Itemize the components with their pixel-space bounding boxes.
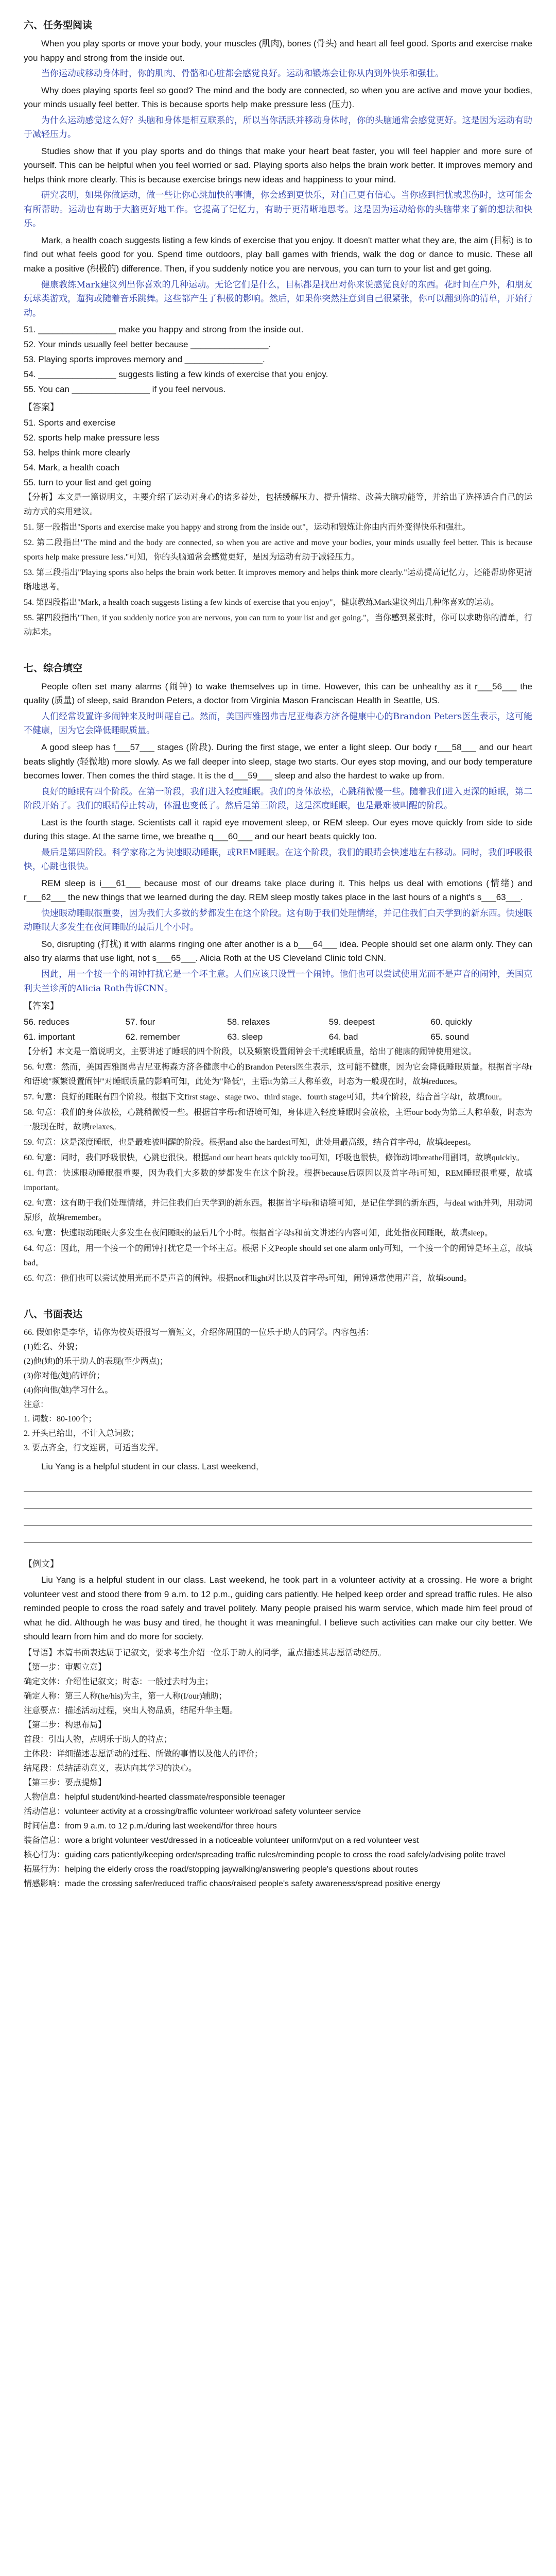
answer-blank-line[interactable] — [24, 1476, 532, 1492]
section-6-answers — [24, 416, 532, 490]
analysis-paragraph: 53. 第三段指出"Playing sports also helps the brain work better. It improves memory and helps think more clearly."运动提高记忆力，还能帮助你更清晰地思考。 — [24, 568, 532, 591]
writing-steps — [24, 1646, 532, 1790]
passage-paragraph-zh: 人们经常设置许多闹钟来及时叫醒自己。然而，美国西雅图弗吉尼亚梅森方济各健康中心的Brandon Peters医生表示，这可能不健康，因为它会降低睡眠质量。 — [24, 711, 532, 736]
analysis-paragraph: 63. 句意：快速眼动睡眠大多发生在夜间睡眠的最后几个小时。根据首字母s和前文讲述的内容可知，此处指夜间睡眠，故填sleep。 — [24, 1228, 493, 1238]
passage-paragraph-en: Studies show that if you play sports and do things that make your heart beat faster, you will feel happier and more sure of yourself. This can be helpful when you feel worried or sad. Playing sports also helps the brain work better. It improves memory and helps think more clearly. This is because exercise brings new ideas and happiness to your mind. — [24, 146, 532, 184]
step-line: 【导语】本篇书面表达属于记叙文，要求考生介绍一位乐于助人的同学，重点描述其志愿活动经历。 — [24, 1648, 387, 1657]
section-7-analysis — [24, 1045, 532, 1286]
answer-label: 【答案】 — [24, 402, 59, 413]
analysis-paragraph: 54. 第四段指出"Mark, a health coach suggests listing a few kinds of exercise that you enjoy"，健康教练Mark建议列出几种你喜欢的运动。 — [24, 598, 499, 607]
analysis-paragraph: 【分析】本文是一篇说明文，主要介绍了运动对身心的诸多益处，包括缓解压力、提升情绪、改善大脑功能等，并给出了选择适合自己的运动方式的实用建议。 — [24, 493, 532, 516]
phrase-line: 时间信息：from 9 a.m. to 12 p.m./during last weekend/for three hours — [24, 1821, 277, 1831]
section-7-answer-grid — [24, 1015, 532, 1045]
prompt-line: (3)你对他(她)的评价； — [24, 1371, 105, 1380]
answer-word: 62. remember — [125, 1031, 180, 1042]
analysis-paragraph: 64. 句意：因此，用一个接一个的闹钟打扰它是一个坏主意。根据下文People should set one alarm only可知，一个接一个的闹钟是坏主意，故填bad。 — [24, 1244, 532, 1267]
answer-item: 54. Mark, a health coach — [24, 463, 120, 473]
phrase-line: 拓展行为：helping the elderly cross the road/stopping jaywalking/answering people's questions about routes — [24, 1865, 419, 1874]
sample-label: 【例文】 — [24, 1559, 59, 1570]
passage-paragraph-en: A good sleep has f___57___ stages (阶段). During the first stage, we enter a light sleep. Our body r___58___ and our heart beats slightly (轻微地) more slowly. As we fall deeper into sleep, stage two starts. Our eyes stop moving, and our body temperature becomes lower. Then comes the third stage. It is the d___59___ sleep and also the hardest to wake up from. — [24, 742, 532, 781]
note-line: 1. 词数：80-100个； — [24, 1414, 97, 1423]
question-item: 54. ________________ suggests listing a few kinds of exercise that you enjoy. — [24, 369, 328, 379]
analysis-paragraph: 57. 句意：良好的睡眠有四个阶段。根据下文first stage、stage two、third stage、fourth stage可知，共4个阶段，结合首字母f，故填four。 — [24, 1092, 507, 1101]
prompt-line: 66. 假如你是李华，请你为校英语报写一篇短文，介绍你周围的一位乐于助人的同学。内容包括： — [24, 1328, 374, 1337]
passage-paragraph-zh: 最后是第四阶段。科学家称之为快速眼动睡眠，或REM睡眠。在这个阶段，我们的眼睛会快速地左右移动。同时，我们呼吸很快，心跳也很快。 — [24, 847, 532, 872]
answer-word: 57. four — [125, 1016, 155, 1027]
question-item: 55. You can ________________ if you feel nervous. — [24, 384, 226, 394]
section-6-analysis — [24, 490, 532, 640]
analysis-paragraph: 56. 句意：然而，美国西雅图弗吉尼亚梅森方济各健康中心的Brandon Peters医生表示，这可能不健康，因为它会降低睡眠质量。根据首字母r和语境"频繁设置闹钟"对睡眠质量的影响可知，此处为"降低"，主语it为第三人称单数，时态为一般现在时，故填reduces。 — [24, 1062, 532, 1086]
answer-word: 63. sleep — [227, 1031, 263, 1042]
answer-word: 65. sound — [430, 1031, 470, 1042]
analysis-paragraph: 65. 句意：他们也可以尝试使用光而不是声音的闹钟。根据not和light对比以及首字母s可知，闹钟通常使用声音，故填sound。 — [24, 1274, 472, 1283]
analysis-paragraph: 58. 句意：我们的身体放松，心跳稍微慢一些。根据首字母r和语境可知，身体进入轻度睡眠时会放松，主语our body为第三人称单数，时态为一般现在时，故填relaxes。 — [24, 1108, 532, 1131]
step-line: 【第三步：要点提炼】 — [24, 1778, 107, 1787]
answer-word: 64. bad — [328, 1031, 358, 1042]
writing-prompt — [24, 1326, 532, 1398]
writing-notes — [24, 1398, 532, 1455]
section-7-passage — [24, 680, 532, 996]
step-line: 确定人称：第三人称(he/his)为主，第一人称(I/our)辅助； — [24, 1691, 227, 1701]
answer-item: 53. helps think more clearly — [24, 448, 130, 458]
phrase-line: 装备信息：wore a bright volunteer vest/dressed in a noticeable volunteer uniform/put on a red volunteer vest — [24, 1836, 419, 1845]
analysis-paragraph: 55. 第四段指出"Then, if you suddenly notice you are nervous, you can turn to your list and get going."，当你感到紧张时，你可以求助你的清单，行动起来。 — [24, 613, 532, 637]
passage-paragraph-en: Last is the fourth stage. Scientists call it rapid eye movement sleep, or REM sleep. Our eyes move quickly from side to side during this stage. At the same time, we breathe q___60___ and our heart beats quickly too. — [24, 817, 532, 842]
passage-paragraph-en: Mark, a health coach suggests listing a few kinds of exercise that you enjoy. It doesn't matter what they are, the aim (目标) is to find out what feels good for you. Spend time outdoors, play ball games with friends, walk the dog or dance to music. These all make a positive (积极的) difference. Then, if you suddenly notice you are nervous, you can turn to your list and get going. — [24, 235, 532, 274]
prompt-line: (4)你向他(她)学习什么。 — [24, 1385, 113, 1395]
answer-blank-line[interactable] — [24, 1493, 532, 1509]
passage-paragraph-zh: 研究表明，如果你做运动，做一些让你心跳加快的事情，你会感到更快乐，对自己更有信心。当你感到担忧或悲伤时，这可能会有所帮助。运动也有助于大脑更好地工作。它提高了记忆力，有助于更清晰地思考。这是因为运动给你的头脑带来了新的想法和快乐。 — [24, 190, 532, 229]
step-line: 主体段：详细描述志愿活动的过程、所做的事情以及他人的评价； — [24, 1749, 263, 1758]
step-line: 首段：引出人物，点明乐于助人的特点； — [24, 1735, 172, 1744]
passage-paragraph-zh: 快速眼动睡眠很重要，因为我们大多数的梦都发生在这个阶段。这有助于我们处理情绪，并记住我们白天学到的新东西。快速眼动睡眠大多发生在夜间睡眠的最后几个小时。 — [24, 908, 532, 933]
answer-item: 51. Sports and exercise — [24, 418, 116, 428]
passage-paragraph-en: REM sleep is i___61___ because most of our dreams take place during it. This helps us deal with emotions (情绪) and r___62___ the new things that we learned during the day. REM sleep mostly takes place in the last hours of a night's s___63___. — [24, 878, 532, 903]
passage-paragraph-zh: 健康教练Mark建议列出你喜欢的几种运动。无论它们是什么，目标都是找出对你来说感觉良好的东西。花时间在户外，和朋友玩球类游戏，遛狗或随着音乐跳舞。这些都产生了积极的影响。然后，如果你突然注意到自己很紧张，你可以翻到你的清单，开始行动。 — [24, 279, 532, 318]
phrase-line: 活动信息：volunteer activity at a crossing/traffic volunteer work/road safety volunteer service — [24, 1807, 361, 1816]
question-item: 53. Playing sports improves memory and ________________. — [24, 354, 265, 364]
answer-word: 59. deepest — [328, 1016, 375, 1027]
answer-word: 58. relaxes — [227, 1016, 270, 1027]
answer-blank-line[interactable] — [24, 1527, 532, 1543]
passage-paragraph-zh: 因此，用一个接一个的闹钟打扰它是一个坏主意。人们应该只设置一个闹钟。他们也可以尝试使用光而不是声音的闹钟，美国克利夫兰诊所的Alicia Roth告诉CNN。 — [24, 969, 532, 994]
step-line: 结尾段：总结活动意义，表达向其学习的决心。 — [24, 1764, 197, 1773]
note-line: 3. 要点齐全，行文连贯，可适当发挥。 — [24, 1443, 164, 1452]
note-line: 注意： — [24, 1400, 49, 1409]
analysis-paragraph: 52. 第二段指出"The mind and the body are connected, so when you are active and move your bodies, your minds usually feel better. This is because sports help make pressure less."可知，你的头脑通常会感觉更好，是因为运动有助于减轻压力。 — [24, 538, 532, 562]
sample-essay: Liu Yang is a helpful student in our class. Last weekend, he took part in a volunteer activity at a crossing. He wore a bright volunteer vest and stood there from 9 a.m. to 12 p.m., guiding cars patiently. He helped keep order and spread traffic rules. He also reminded people to cross the road safely and travel politely. Many people praised his warm service, which made him feel proud of what he did. Although he was busy and tired, he thought it was meaningful. I believe such activities can make our city better. We should learn from him and do more for society. — [24, 1575, 532, 1642]
analysis-paragraph: 62. 句意：这有助于我们处理情绪，并记住我们白天学到的新东西。根据首字母r和语境可知，是记住学到的新东西，与deal with并列，用动词原形，故填remember。 — [24, 1198, 532, 1222]
passage-paragraph-zh: 为什么运动感觉这么好？头脑和身体是相互联系的，所以当你活跃并移动身体时，你的头脑通常会感觉更好。这是因为运动有助于减轻压力。 — [24, 115, 532, 140]
phrase-line: 核心行为：guiding cars patiently/keeping order/spreading traffic rules/reminding people to cross the road safely/advising polite travel — [24, 1850, 506, 1859]
answer-label: 【答案】 — [24, 1001, 59, 1012]
analysis-paragraph: 51. 第一段指出"Sports and exercise make you happy and strong from the inside out"，运动和锻炼让你由内而外变得快乐和强壮。 — [24, 522, 471, 532]
step-line: 【第一步：审题立意】 — [24, 1663, 107, 1672]
section-6-passage — [24, 37, 532, 320]
step-line: 注意要点：描述活动过程，突出人物品质，结尾升华主题。 — [24, 1706, 238, 1715]
section-8-title: 八、书面表达 — [24, 1308, 83, 1320]
passage-paragraph-en: When you play sports or move your body, your muscles (肌肉), bones (骨头) and heart all feel good. Sports and exercise make you happy and strong from the inside out. — [24, 39, 532, 63]
phrase-line: 人物信息：helpful student/kind-hearted classmate/responsible teenager — [24, 1792, 285, 1802]
phrase-list — [24, 1790, 532, 1891]
answer-item: 52. sports help make pressure less — [24, 433, 160, 443]
analysis-paragraph: 61. 句意：快速眼动睡眠很重要，因为我们大多数的梦都发生在这个阶段。根据because后原因以及首字母i可知，REM睡眠很重要，故填important。 — [24, 1168, 532, 1192]
step-line: 【第二步：构思布局】 — [24, 1720, 107, 1730]
answer-word: 61. important — [24, 1031, 75, 1042]
prompt-line: (2)他(她)的乐于助人的表现(至少两点)； — [24, 1357, 168, 1366]
prompt-line: (1)姓名、外貌； — [24, 1342, 83, 1351]
question-item: 52. Your minds usually feel better because ________________. — [24, 339, 271, 349]
passage-paragraph-en: People often set many alarms (闹钟) to wake themselves up in time. However, this can be unhealthy as it r___56___ the quality (质量) of sleep, said Brandon Peters, a doctor from Virginia Mason Franciscan Health in Seattle, US. — [24, 681, 532, 706]
analysis-paragraph: 【分析】本文是一篇说明文，主要讲述了睡眠的四个阶段，以及频繁设置闹钟会干扰睡眠质量，给出了健康的闹钟使用建议。 — [24, 1047, 477, 1056]
section-6-title: 六、任务型阅读 — [24, 20, 93, 31]
answer-blank-line[interactable] — [24, 1510, 532, 1526]
phrase-line: 情感影响：made the crossing safer/reduced traffic chaos/raised people's safety awareness/spread positive energy — [24, 1879, 441, 1888]
answer-word: 60. quickly — [430, 1016, 472, 1027]
writing-opening: Liu Yang is a helpful student in our class. Last weekend, — [41, 1461, 258, 1471]
step-line: 确定文体：介绍性记叙文；时态：一般过去时为主； — [24, 1677, 214, 1686]
analysis-paragraph: 60. 句意：同时，我们呼吸很快，心跳也很快。根据and our heart beats quickly too可知，呼吸也很快，修饰动词breathe用副词，故填quickly。 — [24, 1153, 525, 1162]
section-6-questions — [24, 323, 532, 397]
passage-paragraph-en: Why does playing sports feel so good? The mind and the body are connected, so when you are active and move your bodies, your minds usually feel better. This is because sports help make pressure less (压力). — [24, 85, 532, 110]
passage-paragraph-en: So, disrupting (打扰) it with alarms ringing one after another is a b___64___ idea. People should set one alarm only. They can also try alarms that use light, not s___65___. Alicia Roth at the US Cleveland Clinic told CNN. — [24, 939, 532, 963]
note-line: 2. 开头已给出，不计入总词数； — [24, 1429, 140, 1438]
passage-paragraph-zh: 当你运动或移动身体时，你的肌肉、骨骼和心脏都会感觉良好。运动和锻炼会让你从内到外快乐和强壮。 — [41, 69, 444, 79]
answer-item: 55. turn to your list and get going — [24, 478, 151, 487]
section-7-title: 七、综合填空 — [24, 662, 83, 674]
question-item: 51. ________________ make you happy and strong from the inside out. — [24, 325, 304, 335]
answer-word: 56. reduces — [24, 1016, 70, 1027]
passage-paragraph-zh: 良好的睡眠有四个阶段。在第一阶段，我们进入轻度睡眠。我们的身体放松，心跳稍微慢一些。随着我们进入更深的睡眠，第二阶段开始了。我们的眼睛停止转动，体温也变低了。然后是第三阶段，这是深度睡眠，也是最难被叫醒的阶段。 — [24, 786, 532, 811]
analysis-paragraph: 59. 句意：这是深度睡眠，也是最难被叫醒的阶段。根据and also the hardest可知，此处用最高级，结合首字母d，故填deepest。 — [24, 1138, 476, 1147]
